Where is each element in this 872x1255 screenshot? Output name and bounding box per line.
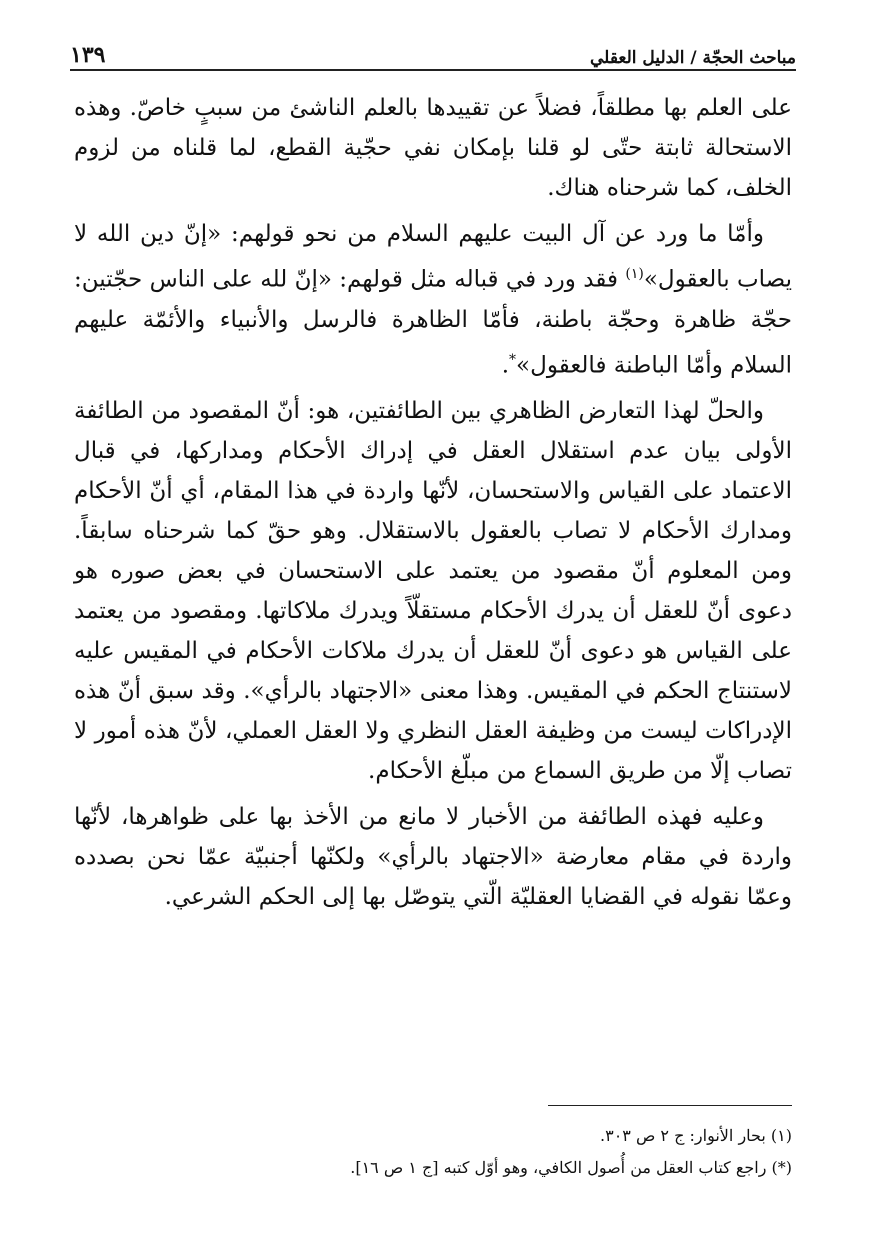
running-title: مباحث الحجّة / الدليل العقلي — [590, 48, 796, 68]
footnote-rule — [548, 1105, 792, 1106]
body-text — [74, 88, 792, 917]
paragraph-1: على العلم بها مطلقاً، فضلاً عن تقييدها بالعلم الناشئ من سببٍ خاصّ. وهذه الاستحالة ثابتة حتّى لو قلنا بإمكان نفي حجّية القطع، لما قلناه من لزوم الخلف، كما شرحناه هناك. — [74, 95, 792, 201]
paragraph-2-end: . — [501, 352, 510, 379]
footnote-1: (١) بحار الأنوار: ج ٢ ص ٣٠٣. — [600, 1126, 792, 1145]
header-rule — [70, 69, 796, 71]
paragraph-4: وعليه فهذه الطائفة من الأخبار لا مانع من الأخذ بها على ظواهرها، لأنّها واردة في مقام معارضة «الاجتهاد بالرأي» ولكنّها أجنبيّة عمّا نحن بصدده وعمّا نقوله في القضايا العقليّة الّتي يتوصّل بها إلى الحكم الشرعي. — [74, 804, 792, 911]
footnote-marker-1: (١) — [625, 266, 644, 282]
paragraph-2-start: وأمّا ما ورد عن آل البيت عليهم السلام من نحو قولهم: «إنّ دين الله لا يصاب بالعقول» — [74, 221, 793, 293]
footnotes — [74, 1120, 792, 1184]
paragraph-2 — [74, 214, 792, 385]
footnote-star: (*) راجع كتاب العقل من أُصول الكافي، وهو أوّل كتبه [ج ١ ص ١٦]. — [350, 1158, 792, 1177]
footnote-marker-star: * — [509, 351, 517, 368]
paragraph-3: والحلّ لهذا التعارض الظاهري بين الطائفتين، هو: أنّ المقصود من الطائفة الأولى بيان عدم استقلال العقل في إدراك الأحكام ومداركها، في قبال الاعتماد على القياس والاستحسان، لأنّها واردة في هذا المقام، أي أنّ الأحكام ومدارك الأحكام لا تصاب بالعقول بالاستقلال. وهو حقّ كما شرحناه سابقاً. ومن المعلوم أنّ مقصود من يعتمد على الاستحسان في بعض صوره هو دعوى أنّ للعقل أن يدرك الأحكام مستقلّاً ويدرك ملاكاتها. ومقصود من يعتمد على القياس هو دعوى أنّ للعقل أن يدرك ملاكات الأحكام في المقيس عليه لاستنتاج الحكم في المقيس. وهذا معنى «الاجتهاد بالرأي». وقد سبق أنّ هذه الإدراكات ليست من وظيفة العقل النظري ولا العقل العملي، لأنّ هذه أمور لا تصاب إلّا من طريق السماع من مبلّغ الأحكام. — [74, 398, 792, 785]
page-header — [70, 28, 796, 68]
paragraph-2-rest: فقد ورد في قباله مثل قولهم: «إنّ لله على الناس حجّتين: حجّة ظاهرة وحجّة باطنة، فأمّا الظاهرة فالرسل والأنبياء والأئمّة عليهم السلام وأمّا الباطنة فالعقول» — [74, 266, 793, 379]
page-number: ١٣٩ — [70, 42, 106, 68]
